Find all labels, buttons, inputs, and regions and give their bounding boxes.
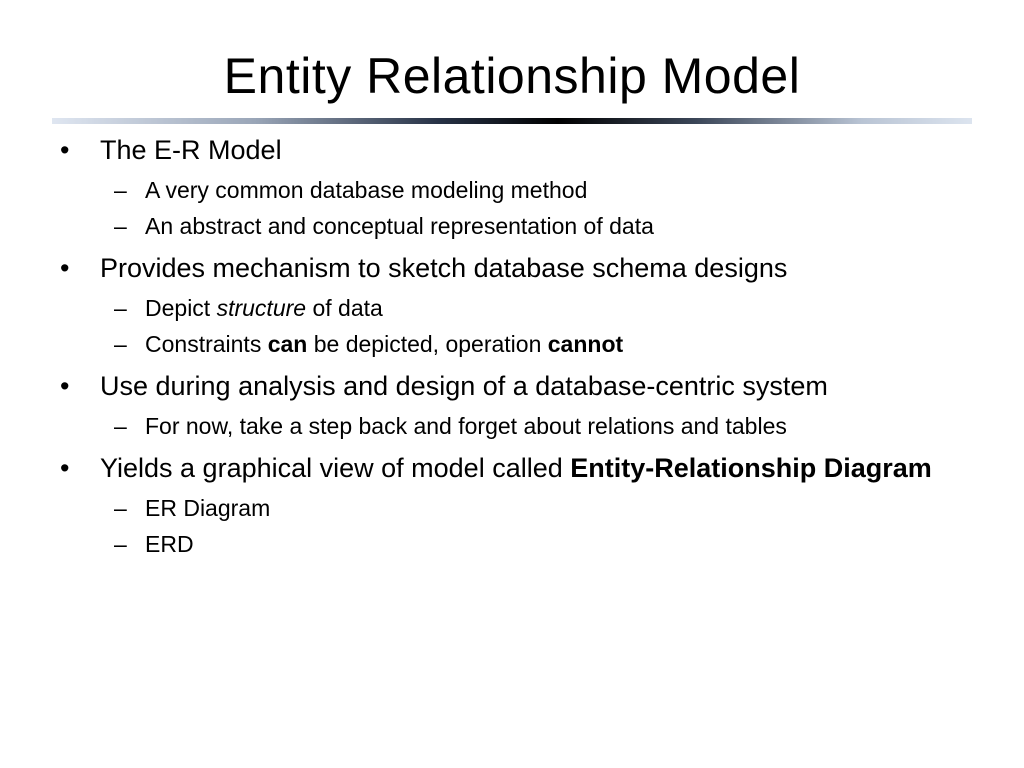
sub-bullet-text: [145, 295, 383, 321]
sub-bullet-text: For now, take a step back and forget about relations and tables: [145, 413, 787, 439]
text-run: Constraints: [145, 331, 268, 357]
dash-icon: –: [114, 295, 127, 321]
sub-bullet-item: [58, 292, 978, 324]
sub-bullet-text: ER Diagram: [145, 495, 271, 521]
dash-icon: –: [114, 531, 127, 557]
text-run: of data: [306, 295, 383, 321]
bullet-icon: •: [60, 135, 70, 165]
bullet-item: [58, 250, 978, 286]
bullet-text: [100, 453, 932, 483]
sub-bullet-text: ERD: [145, 531, 194, 557]
bullet-text: Use during analysis and design of a database-centric system: [100, 371, 828, 401]
dash-icon: –: [114, 213, 127, 239]
bullet-text: Provides mechanism to sketch database schema designs: [100, 253, 788, 283]
text-run: Yields a graphical view of model called: [100, 453, 571, 483]
bullet-icon: •: [60, 253, 70, 283]
bullet-text: The E-R Model: [100, 135, 282, 165]
sub-bullet-item: [58, 528, 978, 560]
dash-icon: –: [114, 331, 127, 357]
bold-text: Entity-Relationship Diagram: [570, 453, 932, 483]
sub-bullet-item: [58, 492, 978, 524]
bold-text: cannot: [547, 331, 624, 357]
text-run: be depicted, operation: [307, 331, 548, 357]
sub-bullet-text: [145, 331, 623, 357]
bullet-item: [58, 450, 978, 486]
bullet-icon: •: [60, 371, 70, 401]
bullet-list: [58, 128, 978, 560]
dash-icon: –: [114, 495, 127, 521]
slide-title: Entity Relationship Model: [223, 48, 801, 104]
dash-icon: –: [114, 413, 127, 439]
sub-bullet-item: [58, 410, 978, 442]
emphasis-text: structure: [216, 295, 307, 321]
sub-bullet-item: [58, 328, 978, 360]
sub-bullet-text: A very common database modeling method: [145, 177, 588, 203]
bold-text: can: [267, 331, 308, 357]
sub-bullet-text: An abstract and conceptual representation of data: [145, 213, 654, 239]
text-run: Depict: [145, 295, 217, 321]
sub-bullet-item: [58, 210, 978, 242]
title-divider: [52, 118, 972, 124]
bullet-item: [58, 368, 978, 404]
bullet-icon: •: [60, 453, 70, 483]
bullet-item: [58, 132, 978, 168]
sub-bullet-item: [58, 174, 978, 206]
dash-icon: –: [114, 177, 127, 203]
